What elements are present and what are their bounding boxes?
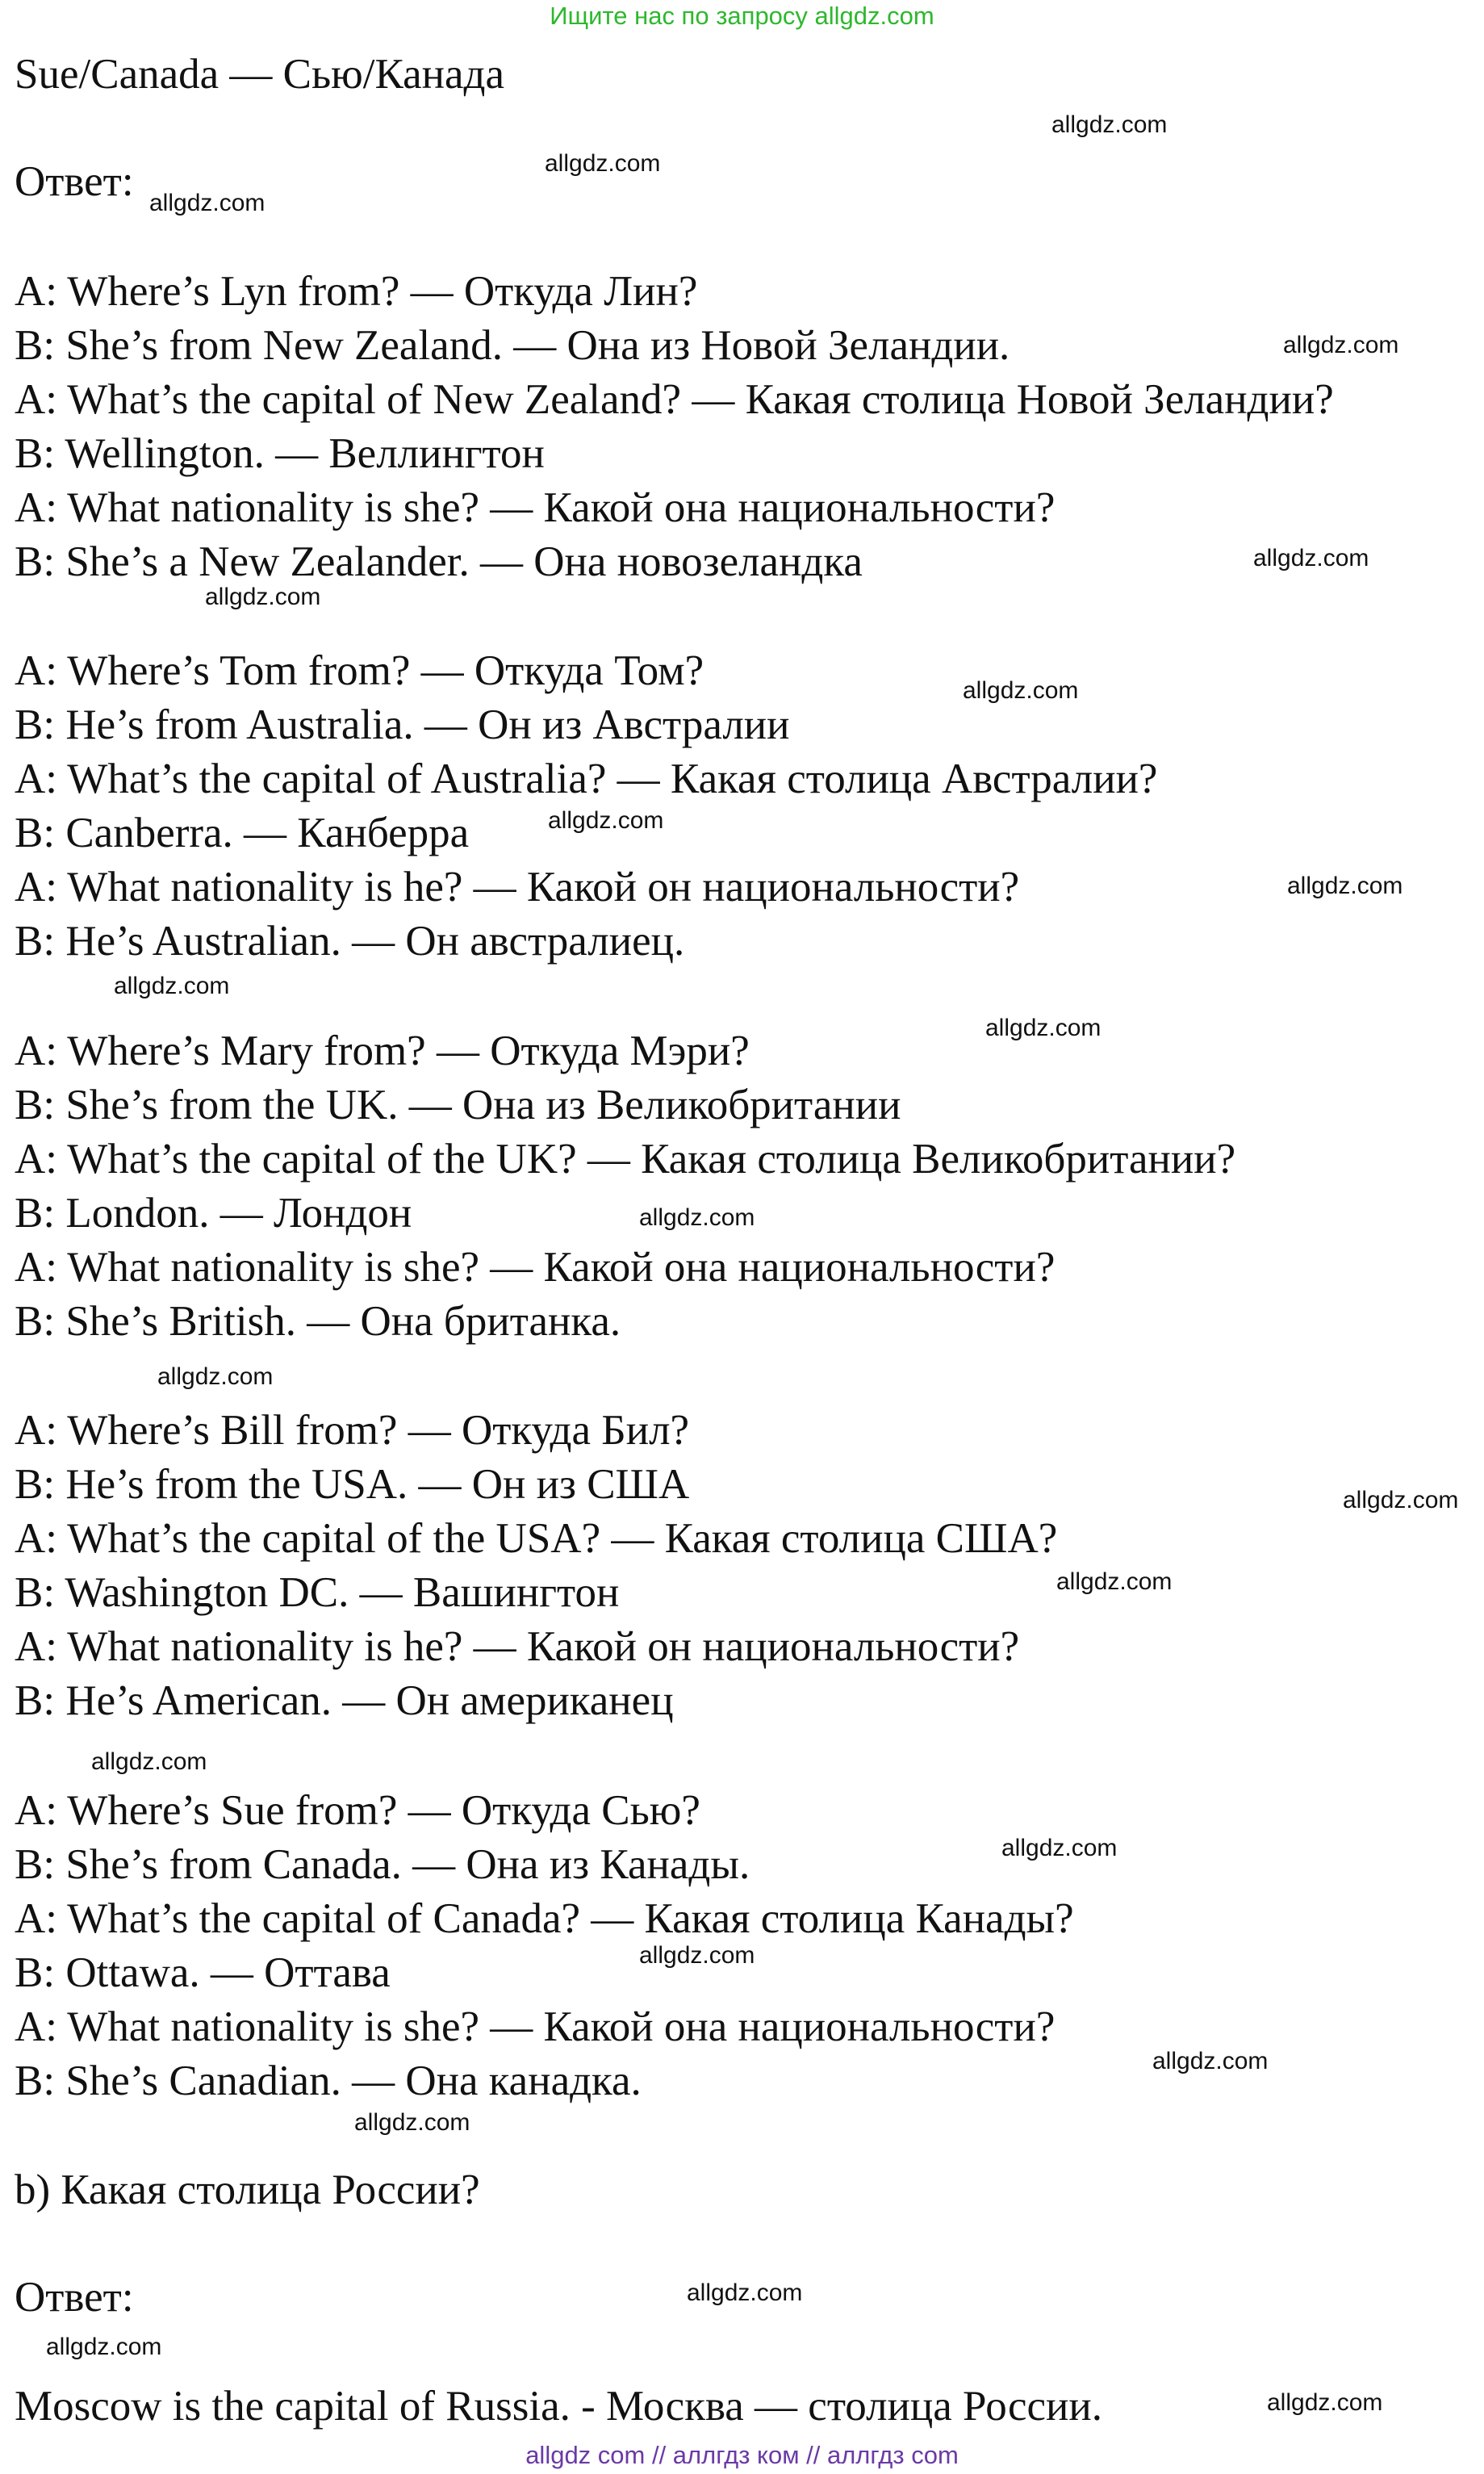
watermark: allgdz.com: [149, 190, 265, 216]
dialogue-line: B: She’s Canadian. — Она канадка.: [15, 2057, 642, 2104]
watermark: allgdz.com: [639, 1204, 755, 1231]
watermark: allgdz.com: [1253, 545, 1369, 571]
dialogue-line: A: Where’s Bill from? — Откуда Бил?: [15, 1407, 690, 1454]
watermark: allgdz.com: [1152, 2048, 1269, 2074]
watermark: allgdz.com: [114, 973, 230, 999]
dialogue-line: B: Canberra. — Канберра: [15, 810, 470, 856]
bottom-banner[interactable]: allgdz com // аллгдз ком // аллгдз com: [525, 2441, 959, 2469]
dialogue-line: B: She’s British. — Она британка.: [15, 1298, 621, 1345]
dialogue-line: B: She’s from New Zealand. — Она из Новой Зеландии.: [15, 322, 1010, 369]
watermark: allgdz.com: [205, 584, 321, 610]
watermark: allgdz.com: [1283, 332, 1399, 358]
dialogue-line: B: Wellington. — Веллингтон: [15, 430, 545, 477]
watermark: allgdz.com: [157, 1363, 274, 1390]
dialogue-line: B: He’s Australian. — Он австралиец.: [15, 918, 685, 965]
watermark: allgdz.com: [46, 2334, 162, 2360]
watermark: allgdz.com: [687, 2279, 803, 2306]
dialogue-line: A: What nationality is he? — Какой он национальности?: [15, 1623, 1020, 1670]
answer-label: Ответ:: [15, 158, 134, 205]
dialogue-line: A: Where’s Mary from? — Откуда Мэри?: [15, 1028, 750, 1074]
watermark: allgdz.com: [1056, 1568, 1173, 1595]
watermark: allgdz.com: [1051, 111, 1168, 138]
question-b: b) Какая столица России?: [15, 2166, 480, 2213]
dialogue-line: B: She’s a New Zealander. — Она новозеландка: [15, 538, 863, 585]
watermark: allgdz.com: [985, 1015, 1102, 1041]
dialogue-line: A: Where’s Lyn from? — Откуда Лин?: [15, 268, 698, 315]
watermark: allgdz.com: [1267, 2389, 1383, 2416]
dialogue-line: A: Where’s Tom from? — Откуда Том?: [15, 647, 704, 694]
dialogue-line: A: What nationality is she? — Какой она национальности?: [15, 2003, 1056, 2050]
answer-label: Ответ:: [15, 2274, 134, 2321]
dialogue-line: A: What nationality is she? — Какой она национальности?: [15, 484, 1056, 531]
watermark: allgdz.com: [545, 150, 661, 177]
dialogue-line: B: He’s from the USA. — Он из США: [15, 1461, 690, 1508]
top-banner[interactable]: Ищите нас по запросу allgdz.com: [550, 2, 934, 30]
watermark: allgdz.com: [639, 1942, 755, 1969]
dialogue-line: B: London. — Лондон: [15, 1190, 412, 1237]
watermark: allgdz.com: [91, 1748, 207, 1775]
dialogue-line: B: She’s from Canada. — Она из Канады.: [15, 1841, 750, 1888]
watermark: allgdz.com: [354, 2109, 470, 2136]
dialogue-line: A: What nationality is he? — Какой он национальности?: [15, 864, 1020, 910]
dialogue-line: B: Ottawa. — Оттава: [15, 1949, 391, 1996]
final-answer: Moscow is the capital of Russia. - Москва — столица России.: [15, 2383, 1103, 2430]
watermark: allgdz.com: [1001, 1835, 1118, 1861]
section-header: Sue/Canada — Сью/Канада: [15, 51, 505, 98]
dialogue-line: A: What’s the capital of New Zealand? — Какая столица Новой Зеландии?: [15, 376, 1334, 423]
dialogue-line: A: What’s the capital of the UK? — Какая столица Великобритании?: [15, 1136, 1236, 1183]
watermark: allgdz.com: [1287, 873, 1403, 899]
dialogue-line: A: What nationality is she? — Какой она национальности?: [15, 1244, 1056, 1291]
dialogue-line: B: He’s from Australia. — Он из Австралии: [15, 701, 790, 748]
dialogue-line: A: What’s the capital of the USA? — Какая столица США?: [15, 1515, 1058, 1562]
dialogue-line: A: What’s the capital of Australia? — Какая столица Австралии?: [15, 756, 1158, 802]
watermark: allgdz.com: [1343, 1487, 1459, 1513]
dialogue-line: B: He’s American. — Он американец: [15, 1677, 674, 1724]
dialogue-line: A: What’s the capital of Canada? — Какая столица Канады?: [15, 1895, 1074, 1942]
dialogue-line: A: Where’s Sue from? — Откуда Сью?: [15, 1787, 700, 1834]
dialogue-line: B: She’s from the UK. — Она из Великобритании: [15, 1082, 901, 1128]
dialogue-line: B: Washington DC. — Вашингтон: [15, 1569, 620, 1616]
watermark: allgdz.com: [963, 677, 1079, 704]
watermark: allgdz.com: [548, 807, 664, 834]
